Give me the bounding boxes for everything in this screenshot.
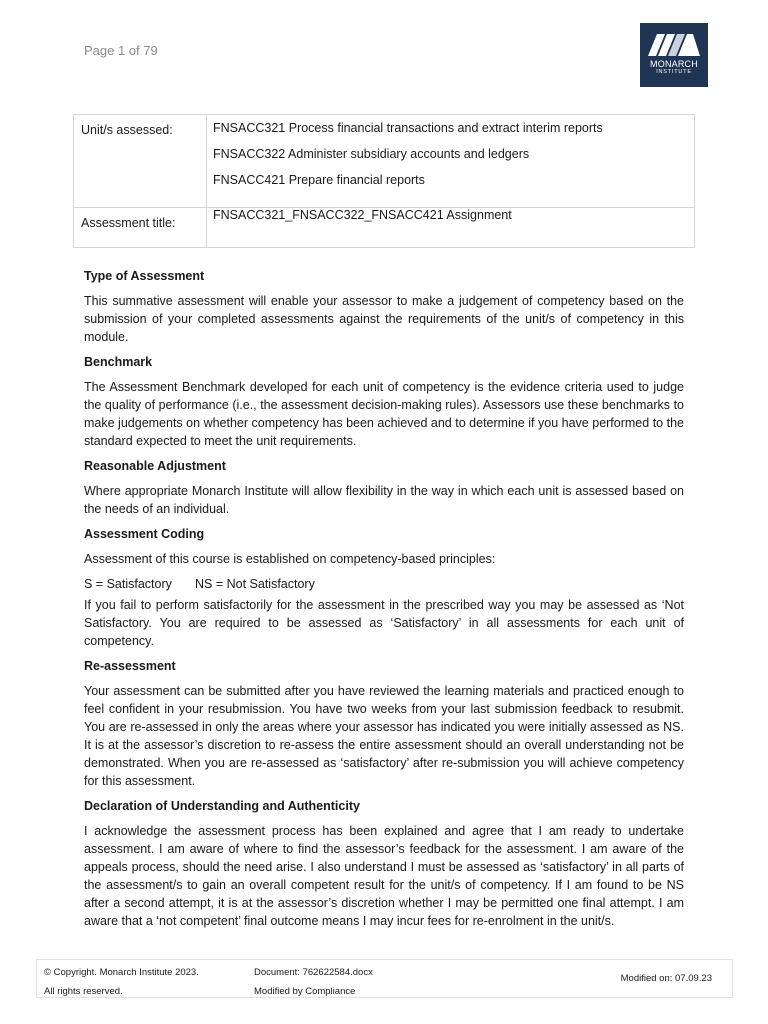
footer-copyright: © Copyright. Monarch Institute 2023. <box>44 967 199 978</box>
logo-text-secondary: INSTITUTE <box>656 69 692 75</box>
monarch-institute-logo <box>640 23 708 87</box>
footer-rights: All rights reserved. <box>44 986 123 997</box>
section-body-coding: If you fail to perform satisfactorily for the assessment in the prescribed way you may be assessed as ‘Not Satisfactory. You are required to be assessed as ‘Satisfactory’ in all assessments for each unit of competency. <box>84 598 684 648</box>
section-heading-reassessment: Re-assessment <box>84 659 176 673</box>
not-satisfactory-code: NS = Not Satisfactory <box>195 577 315 591</box>
title-label: Assessment title: <box>74 208 207 248</box>
section-heading-adjustment: Reasonable Adjustment <box>84 459 226 473</box>
title-value: FNSACC321_FNSACC322_FNSACC421 Assignment <box>207 208 695 248</box>
assessment-info-table <box>73 114 695 248</box>
satisfactory-code: S = Satisfactory <box>84 577 172 591</box>
section-body-reassessment: Your assessment can be submitted after you have reviewed the learning materials and practiced enough to feel confident in your resubmission. You have two weeks from your last submission feedback to resubmit. You are re-assessed in only the areas where your assessor has indicated you were initially assessed as NS. It is at the assessor’s discretion to re-assess the entire assessment should an overall understanding not be demonstrated. When you are re-assessed as ‘satisfactory’ after re-submission you will achieve competency for this assessment. <box>84 684 684 788</box>
footer-modified-on: Modified on: 07.09.23 <box>620 973 712 984</box>
section-body-benchmark: The Assessment Benchmark developed for each unit of competency is the evidence criteria used to judge the quality of performance (i.e., the assessment decision-making rules). Assessors use these benchmarks to make judgements on whether competency has been achieved and to determine if you have performed to the standard expected to meet the unit requirements. <box>84 380 684 448</box>
unit-item: FNSACC322 Administer subsidiary accounts and ledgers <box>213 147 530 161</box>
section-intro-coding: Assessment of this course is established on competency-based principles: <box>84 552 496 566</box>
page-number: Page 1 of 79 <box>84 43 158 58</box>
footer-modified-by: Modified by Compliance <box>254 986 356 997</box>
unit-item: FNSACC321 Process financial transactions and extract interim reports <box>213 121 603 135</box>
section-heading-benchmark: Benchmark <box>84 355 153 369</box>
footer-document: Document: 762622584.docx <box>254 967 373 978</box>
footer-document-block <box>254 963 373 1001</box>
table-row <box>74 115 695 208</box>
coding-legend <box>84 575 684 593</box>
table-row <box>74 208 695 248</box>
monarch-m-logo-icon <box>648 34 700 56</box>
page-footer <box>36 959 733 998</box>
section-body-declaration: I acknowledge the assessment process has been explained and agree that I am ready to undertake assessment. I am aware of where to find the assessor’s feedback for the assessment. I am aware of the appeals process, should the need arise. I also understand I must be assessed as ‘satisfactory’ in all parts of the assessment/s to gain an overall competent result for the unit/s of competency. If I am found to be NS after a second attempt, it is at the assessor’s discretion whether I may be permitted one final attempt. I am aware that a ‘not competent’ final outcome means I may incur fees for re-enrolment in the unit/s. <box>84 824 684 928</box>
logo-text-primary: MONARCH <box>650 59 698 69</box>
section-body-type: This summative assessment will enable your assessor to make a judgement of competency based on the submission of your completed assessments against the requirements of the unit/s of competency in this module. <box>84 294 684 344</box>
unit-list <box>207 115 695 208</box>
unit-label: Unit/s assessed: <box>74 115 207 208</box>
section-heading-declaration: Declaration of Understanding and Authenticity <box>84 799 360 813</box>
section-body-adjustment: Where appropriate Monarch Institute will allow flexibility in the way in which each unit is assessed based on the needs of an individual. <box>84 484 684 516</box>
document-body <box>84 267 684 937</box>
section-heading-type: Type of Assessment <box>84 269 205 283</box>
section-heading-coding: Assessment Coding <box>84 527 205 541</box>
unit-item: FNSACC421 Prepare financial reports <box>213 173 425 187</box>
footer-copyright-block <box>44 963 199 1001</box>
